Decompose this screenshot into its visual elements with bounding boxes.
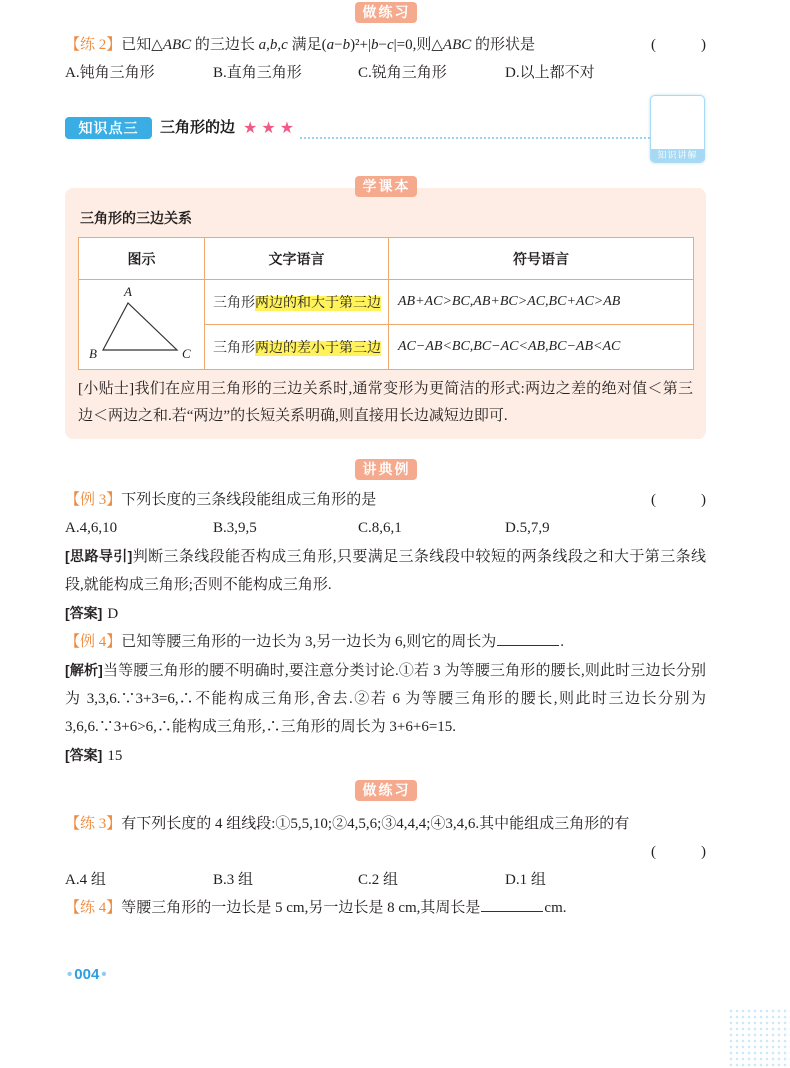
examples-badge: 讲典例 bbox=[355, 459, 417, 480]
math-variable: c bbox=[387, 37, 394, 53]
option-c: C.锐角三角形 bbox=[358, 65, 447, 81]
knowledge-point-badge: 知识点三 bbox=[65, 117, 152, 139]
example-4-text-end: . bbox=[560, 634, 565, 650]
knowledge-point-title: 三角形的边 bbox=[160, 119, 236, 136]
table-row bbox=[79, 280, 694, 325]
highlighted-text: 两边的和大于第三边 bbox=[255, 296, 381, 311]
answer-parentheses: ( ) bbox=[651, 492, 706, 508]
page-number bbox=[65, 961, 706, 989]
option-b: B.3,9,5 bbox=[213, 520, 257, 536]
option-a: A.4,6,10 bbox=[65, 520, 118, 536]
text-run: 三角形 bbox=[213, 296, 255, 311]
exercise-2-options bbox=[65, 59, 706, 87]
example-4 bbox=[65, 628, 706, 656]
text-language-cell bbox=[205, 280, 389, 325]
triangle-figure-cell bbox=[79, 280, 205, 370]
vertex-label-a: A bbox=[124, 284, 132, 299]
text-run: − bbox=[378, 37, 387, 53]
example-4-answer bbox=[65, 741, 706, 770]
exercise-2-stem bbox=[65, 31, 651, 59]
text-run: )²+| bbox=[350, 37, 372, 53]
dot-pattern-decoration bbox=[728, 1008, 790, 1068]
vertex-label-c: C bbox=[182, 346, 191, 361]
header-symbol-language: 符号语言 bbox=[389, 238, 694, 280]
tip-paragraph bbox=[78, 376, 693, 430]
triangle-shape bbox=[103, 303, 177, 350]
triangle-sides-table bbox=[78, 237, 694, 370]
answer-value: 15 bbox=[107, 748, 123, 764]
triangle-figure bbox=[79, 280, 205, 364]
star-icon bbox=[280, 118, 294, 137]
page-number-value: 004 bbox=[74, 966, 100, 983]
math-variable: b bbox=[371, 37, 379, 53]
option-d: D.1 组 bbox=[505, 872, 546, 888]
math-variable: c bbox=[281, 37, 288, 53]
table-header-row bbox=[79, 238, 694, 280]
example-3 bbox=[65, 486, 706, 514]
solution-hint-label: [思路导引] bbox=[65, 548, 133, 564]
option-a: A.钝角三角形 bbox=[65, 65, 155, 81]
answer-blank bbox=[481, 896, 543, 912]
answer-parentheses: ( ) bbox=[651, 844, 706, 860]
header-figure: 图示 bbox=[79, 238, 205, 280]
symbol-language-cell: AB+AC>BC,AB+BC>AC,BC+AC>AB bbox=[389, 280, 694, 325]
vertex-label-b: B bbox=[89, 346, 97, 361]
textbook-badge: 学课本 bbox=[355, 176, 417, 197]
math-variable: ABC bbox=[442, 37, 472, 53]
exercise-2 bbox=[65, 31, 706, 59]
text-run: − bbox=[334, 37, 343, 53]
exercise-3-options bbox=[65, 866, 706, 894]
exercise-4-text: 等腰三角形的一边长是 5 cm,另一边长是 8 cm,其周长是 bbox=[121, 900, 481, 916]
text-run: 的三边长 bbox=[191, 37, 259, 53]
answer-value: D bbox=[107, 606, 119, 622]
textbook-box bbox=[65, 178, 706, 439]
answer-parentheses: ( ) bbox=[651, 37, 706, 53]
option-d: D.以上都不对 bbox=[505, 65, 595, 81]
answer-label: [答案] bbox=[65, 747, 103, 763]
solution-hint-text: 判断三条线段能否构成三角形,只要满足三条线段中较短的两条线段之和大于第三条线段,就能构成三角形;否则不能构成三角形. bbox=[65, 549, 706, 593]
example-3-text: 下列长度的三条线段能组成三角形的是 bbox=[121, 492, 377, 508]
text-run: , bbox=[277, 37, 282, 53]
math-variable: b bbox=[269, 37, 278, 53]
exercise-4-text-end: cm. bbox=[544, 900, 567, 916]
exercise-2-tag: 【练 2】 bbox=[65, 37, 122, 53]
example-3-tag: 【例 3】 bbox=[65, 492, 122, 508]
analysis-label: [解析] bbox=[65, 662, 103, 678]
option-b: B.3 组 bbox=[213, 872, 254, 888]
math-variable: a bbox=[326, 37, 335, 53]
analysis-text: 当等腰三角形的腰不明确时,要注意分类讨论.①若 3 为等腰三角形的腰长,则此时三边长分别为 3,3,6.∵3+3=6,∴不能构成三角形,舍去.②若 6 为等腰三角形的腰长,则此时三边长分别为 3,6,6.∵3+6>6,∴能构成三角形,∴三角形的周长为 3+6+6=15. bbox=[65, 663, 706, 735]
exercise-3-text: 有下列长度的 4 组线段:①5,5,10;②4,5,6;③4,4,4;④3,4,6.其中能组成三角形的有 bbox=[121, 816, 630, 832]
page-content bbox=[65, 0, 706, 989]
option-c: C.8,6,1 bbox=[358, 520, 402, 536]
example-3-options bbox=[65, 514, 706, 542]
textbook-title: 三角形的三边关系 bbox=[80, 210, 192, 226]
exercise-2-text bbox=[121, 37, 535, 53]
example-4-tag: 【例 4】 bbox=[65, 634, 122, 650]
difficulty-stars bbox=[243, 117, 298, 139]
analysis bbox=[65, 656, 706, 741]
text-run: 满足( bbox=[287, 37, 327, 53]
knowledge-explainer-label: 知识讲解 bbox=[651, 149, 704, 162]
math-variable: b bbox=[342, 37, 351, 53]
symbol-language-cell: AC−AB<BC,BC−AC<AB,BC−AB<AC bbox=[389, 325, 694, 370]
math-variable: a bbox=[258, 37, 267, 53]
header-text-language: 文字语言 bbox=[205, 238, 389, 280]
answer-label: [答案] bbox=[65, 605, 103, 621]
example-3-answer bbox=[65, 599, 706, 628]
text-run: 已知△ bbox=[121, 37, 163, 53]
text-language-cell bbox=[205, 325, 389, 370]
text-run: 三角形 bbox=[213, 341, 255, 356]
solution-hint bbox=[65, 542, 706, 599]
option-c: C.2 组 bbox=[358, 872, 399, 888]
exercise-3-tag: 【练 3】 bbox=[65, 816, 122, 832]
example-4-text: 已知等腰三角形的一边长为 3,另一边长为 6,则它的周长为 bbox=[121, 634, 497, 650]
option-b: B.直角三角形 bbox=[213, 65, 302, 81]
practice-badge: 做练习 bbox=[355, 780, 417, 801]
exercise-4-tag: 【练 4】 bbox=[65, 900, 122, 916]
tip-label: [小贴士] bbox=[78, 381, 135, 397]
text-run: |=0,则△ bbox=[393, 37, 443, 53]
knowledge-point-header bbox=[65, 117, 706, 160]
star-icon bbox=[261, 118, 275, 137]
option-d: D.5,7,9 bbox=[505, 520, 550, 536]
tip-text: 我们在应用三角形的三边关系时,通常变形为更简洁的形式:两边之差的绝对值＜第三边＜两边之和.若“两边”的长短关系明确,则直接用长边减短边即可. bbox=[78, 381, 694, 424]
text-run: , bbox=[266, 37, 270, 53]
star-icon bbox=[243, 118, 257, 137]
answer-blank bbox=[497, 630, 559, 646]
math-variable: ABC bbox=[162, 37, 192, 53]
highlighted-text: 两边的差小于第三边 bbox=[255, 341, 381, 356]
option-a: A.4 组 bbox=[65, 872, 106, 888]
knowledge-explainer-panel bbox=[650, 95, 705, 163]
exercise-4 bbox=[65, 894, 706, 922]
exercise-3 bbox=[65, 810, 706, 838]
practice-badge: 做练习 bbox=[355, 2, 417, 23]
text-run: 的形状是 bbox=[471, 37, 536, 53]
example-3-stem bbox=[65, 486, 651, 514]
dotted-divider bbox=[300, 137, 650, 139]
